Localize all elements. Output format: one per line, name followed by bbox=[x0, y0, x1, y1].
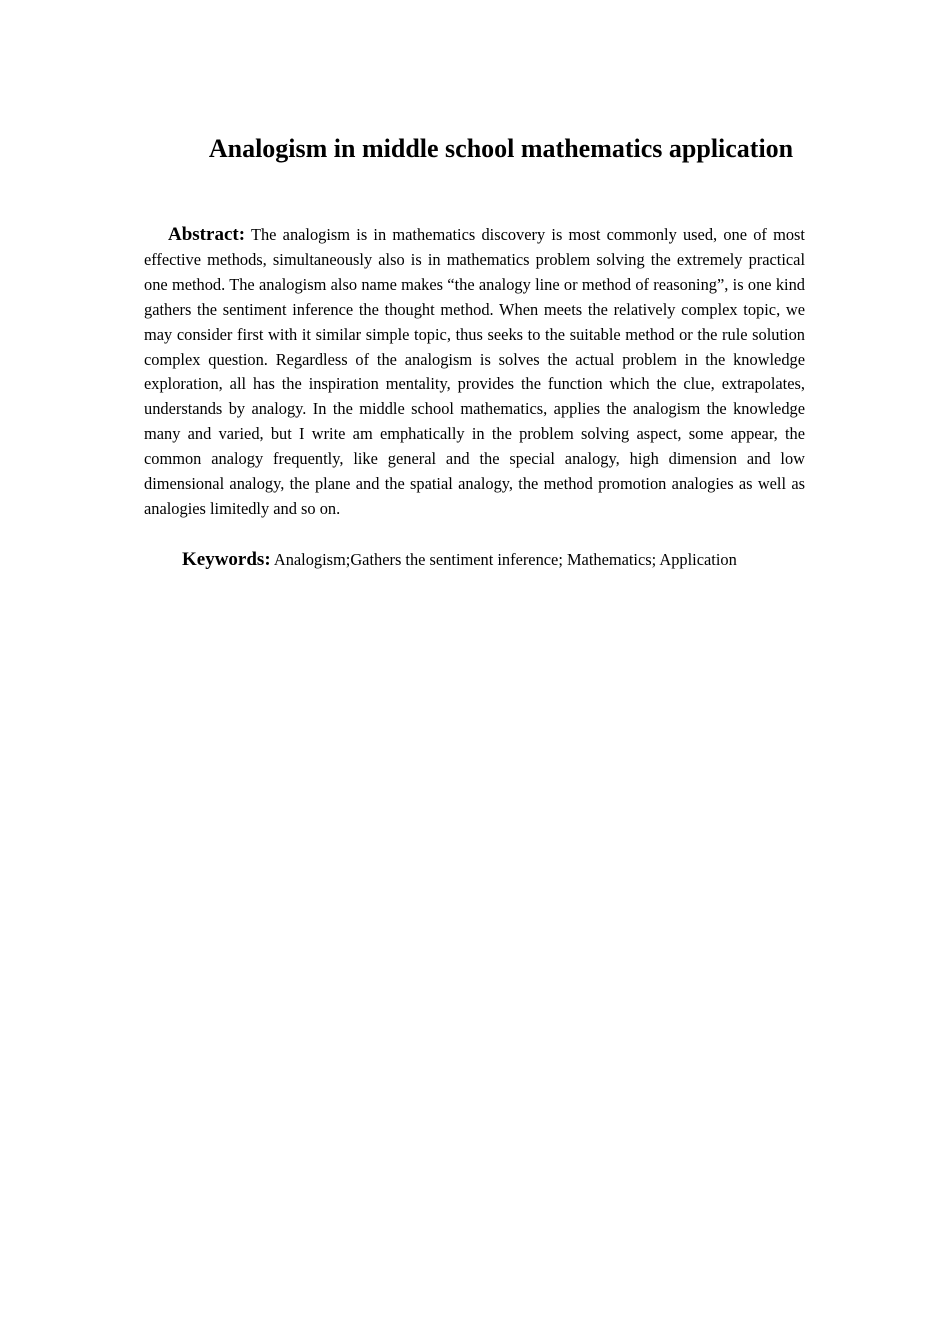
keywords-line bbox=[182, 548, 822, 572]
abstract-text: The analogism is in mathematics discovery is most commonly used, one of most effective methods, simultaneously also is in mathematics problem solving the extremely practical one method. The analogism also name makes “the analogy line or method of reasoning”, is one kind gathers the sentiment inference the thought method. When meets the relatively complex topic, we may consider first with it similar simple topic, thus seeks to the suitable method or the rule solution complex question. Regardless of the analogism is solves the actual problem in the knowledge exploration, all has the inspiration mentality, provides the function which the clue, extrapolates, understands by analogy. In the middle school mathematics, applies the analogism the knowledge many and varied, but I write am emphatically in the problem solving aspect, some appear, the common analogy frequently, like general and the special analogy, high dimension and low dimensional analogy, the plane and the spatial analogy, the method promotion analogies as well as analogies limitedly and so on. bbox=[144, 225, 805, 518]
abstract-label: Abstract: bbox=[168, 224, 246, 245]
document-title: Analogism in middle school mathematics application bbox=[208, 134, 794, 163]
keywords-text: Analogism;Gathers the sentiment inference; Mathematics; Application bbox=[273, 550, 737, 569]
keywords-label: Keywords: bbox=[182, 549, 271, 570]
abstract-paragraph bbox=[144, 223, 805, 522]
